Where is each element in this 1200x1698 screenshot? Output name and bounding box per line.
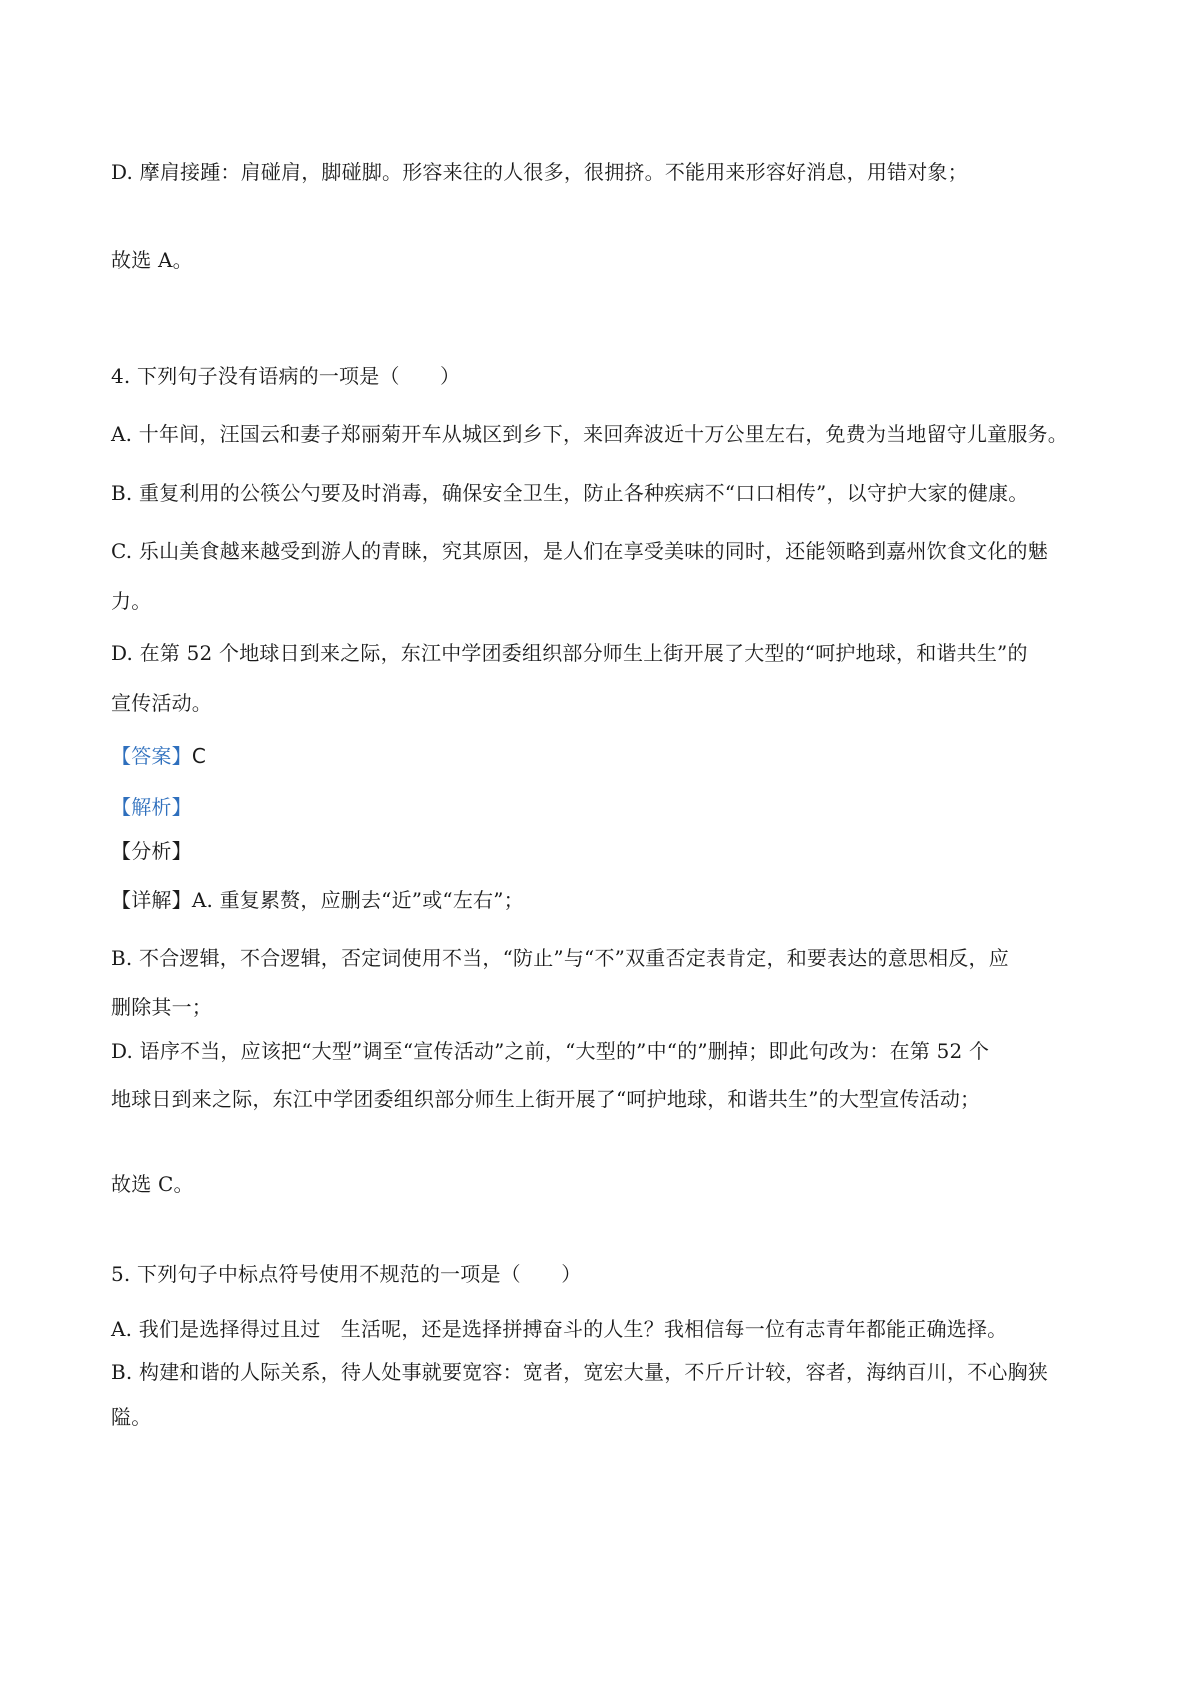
question4-option-c-line2: 力。 <box>111 589 152 613</box>
question4-conclusion: 故选 C。 <box>111 1172 194 1196</box>
detail-a: A. 重复累赘，应删去“近”或“左右”； <box>191 888 524 912</box>
detail-b-line1: B. 不合逻辑，不合逻辑，否定词使用不当，“防止”与“不”双重否定表肯定，和要表达的意思相反，应 <box>111 946 1009 970</box>
detail-d-line2: 地球日到来之际，东江中学团委组织部分师生上街开展了“呵护地球，和谐共生”的大型宣传活动； <box>111 1087 981 1111</box>
detail-b-line2: 删除其一； <box>111 995 212 1019</box>
prev-conclusion: 故选 A。 <box>111 248 193 272</box>
question5-stem: 5. 下列句子中标点符号使用不规范的一项是（ ） <box>111 1262 582 1286</box>
question4-option-d-line1: D. 在第 52 个地球日到来之际，东江中学团委组织部分师生上街开展了大型的“呵护地球，和谐共生”的 <box>111 641 1028 665</box>
question4-option-a: A. 十年间，汪国云和妻子郑丽菊开车从城区到乡下，来回奔波近十万公里左右，免费为当地留守儿童服务。 <box>111 422 1068 446</box>
analysis-label: 【解析】 <box>111 795 192 819</box>
detail-row <box>111 886 1111 914</box>
question4-option-b: B. 重复利用的公筷公勺要及时消毒，确保安全卫生，防止各种疾病不“口口相传”，以守护大家的健康。 <box>111 481 1029 505</box>
question4-option-d-line2: 宣传活动。 <box>111 691 212 715</box>
detail-label: 【详解】 <box>111 888 192 912</box>
answer-row <box>111 742 1111 770</box>
answer-label: 【答案】 <box>111 744 192 768</box>
detail-d-line1: D. 语序不当，应该把“大型”调至“宣传活动”之前，“大型的”中“的”删掉；即此句改为：在第 52 个 <box>111 1039 990 1063</box>
question5-option-b-line2: 隘。 <box>111 1405 152 1429</box>
question5-option-b-line1: B. 构建和谐的人际关系，待人处事就要宽容：宽者，宽宏大量，不斤斤计较，容者，海纳百川，不心胸狭 <box>111 1360 1049 1384</box>
question4-stem: 4. 下列句子没有语病的一项是（ ） <box>111 364 461 388</box>
fenxi-label: 【分析】 <box>111 839 192 863</box>
prev-option-d: D. 摩肩接踵：肩碰肩，脚碰脚。形容来往的人很多，很拥挤。不能用来形容好消息，用错对象； <box>111 160 968 184</box>
question4-option-c-line1: C. 乐山美食越来越受到游人的青睐，究其原因，是人们在享受美味的同时，还能领略到嘉州饮食文化的魅 <box>111 539 1048 563</box>
answer-value: C <box>191 744 206 768</box>
question5-option-a: A. 我们是选择得过且过 生活呢，还是选择拼搏奋斗的人生？我相信每一位有志青年都能正确选择。 <box>111 1317 1008 1341</box>
